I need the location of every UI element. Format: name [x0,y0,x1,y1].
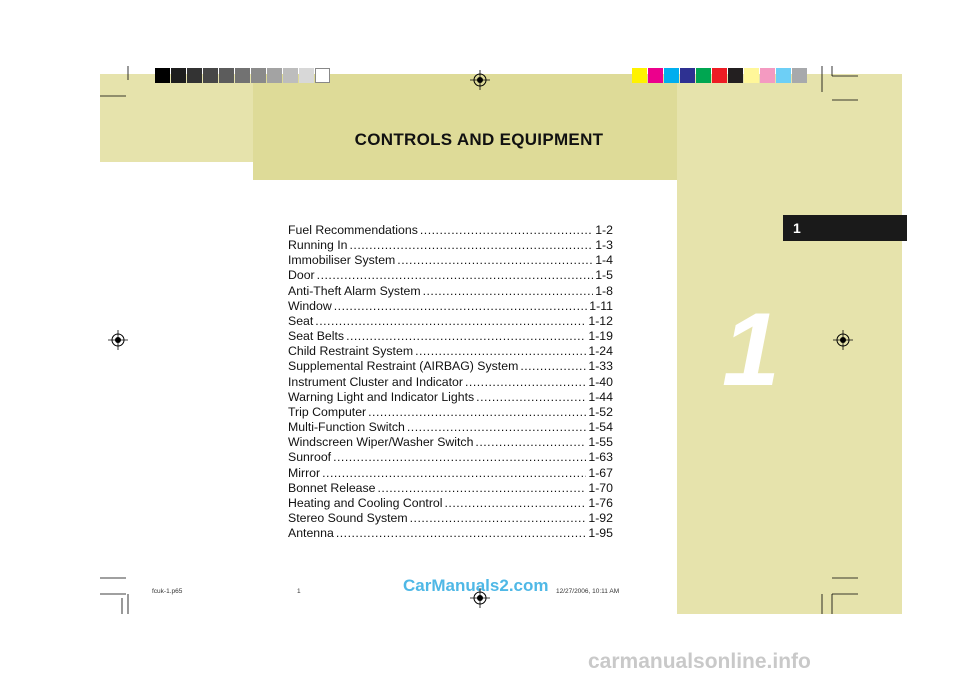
toc-entry[interactable] [288,496,613,511]
chapter-big-number: 1 [722,292,780,408]
toc-entry[interactable] [288,253,613,268]
toc-entry-title: Trip Computer [288,404,367,419]
toc-entry[interactable] [288,359,613,374]
color-swatch [728,68,743,83]
toc-entry-page: 1-76 [588,495,613,510]
toc-entry-title: Mirror [288,465,321,480]
gray-swatch [251,68,266,83]
toc-entry-title: Door [288,268,315,283]
watermark-carmanualsonline: carmanualsonline.info [588,650,811,673]
registration-target-icon [833,330,853,350]
toc-entry-page: 1-44 [588,389,613,404]
toc-entry[interactable] [288,375,613,390]
toc-entry[interactable] [288,511,613,526]
toc-entry-page: 1-95 [588,526,613,541]
toc-entry[interactable] [288,450,613,465]
toc-entry-title: Warning Light and Indicator Lights [288,389,475,404]
toc-entry-page: 1-3 [595,238,613,253]
toc-entry[interactable] [288,223,613,238]
toc-dot-leader [465,375,586,390]
footer-date: 12/27/2006, 10:11 AM [556,588,620,595]
crop-mark-top-right [820,66,860,104]
toc-dot-leader [520,359,586,374]
registration-target-icon [470,70,490,90]
gray-swatch [267,68,282,83]
toc-entry[interactable] [288,420,613,435]
toc-entry[interactable] [288,405,613,420]
toc-entry[interactable] [288,466,613,481]
toc-entry-title: Bonnet Release [288,480,376,495]
toc-dot-leader [415,344,586,359]
color-swatch [664,68,679,83]
toc-dot-leader [397,253,593,268]
color-swatch [696,68,711,83]
toc-entry-title: Instrument Cluster and Indicator [288,374,463,389]
crop-mark-top-left [100,66,136,104]
toc-dot-leader [378,481,587,496]
color-swatch [792,68,807,83]
gray-swatch [203,68,218,83]
registration-target-icon [108,330,128,350]
toc-entry-title: Multi-Function Switch [288,420,405,435]
gray-swatch [155,68,170,83]
toc-entry-page: 1-70 [588,480,613,495]
toc-entry-title: Heating and Cooling Control [288,495,443,510]
crop-mark-bottom-left [100,574,136,614]
toc-dot-leader [475,435,586,450]
toc-dot-leader [315,314,586,329]
toc-entry-title: Immobiliser System [288,253,396,268]
toc-dot-leader [336,526,587,541]
color-swatch [776,68,791,83]
toc-entry-page: 1-11 [589,298,613,313]
toc-entry-title: Sunroof [288,450,332,465]
toc-entry-title: Seat [288,313,314,328]
toc-entry[interactable] [288,390,613,405]
grayscale-color-bar [155,68,331,83]
toc-entry-page: 1-2 [595,223,613,237]
page-title: CONTROLS AND EQUIPMENT [354,130,604,149]
toc-entry-title: Anti-Theft Alarm System [288,283,421,298]
toc-dot-leader [476,390,586,405]
toc-entry[interactable] [288,329,613,344]
toc-entry[interactable] [288,238,613,253]
color-swatch [744,68,759,83]
right-color-band [677,74,902,614]
toc-entry[interactable] [288,284,613,299]
gray-swatch [283,68,298,83]
watermark-carmanuals2: CarManuals2.com [403,576,549,595]
chapter-tab [783,215,907,241]
toc-dot-leader [322,466,586,481]
toc-entry-title: Fuel Recommendations [288,223,418,237]
chapter-tab-label: 1 [793,220,801,236]
toc-entry-page: 1-5 [595,268,613,283]
color-swatch [632,68,647,83]
toc-dot-leader [334,299,588,314]
toc-dot-leader [410,511,587,526]
toc-entry[interactable] [288,268,613,283]
toc-entry[interactable] [288,435,613,450]
toc-dot-leader [445,496,587,511]
toc-dot-leader [349,238,593,253]
process-color-bar [632,68,808,83]
gray-swatch [171,68,186,83]
toc-entry[interactable] [288,344,613,359]
toc-entry-page: 1-19 [588,329,613,344]
toc-entry-title: Window [288,298,332,313]
toc-entry-page: 1-67 [588,465,613,480]
toc-entry[interactable] [288,481,613,496]
footer-page-number: 1 [297,588,301,595]
color-swatch [760,68,775,83]
gray-swatch [315,68,330,83]
toc-entry-page: 1-92 [588,510,613,525]
toc-entry-title: Stereo Sound System [288,510,408,525]
toc-entry-title: Supplemental Restraint (AIRBAG) System [288,359,519,374]
toc-entry-page: 1-33 [588,359,613,374]
gray-swatch [219,68,234,83]
toc-entry-page: 1-40 [588,374,613,389]
toc-dot-leader [420,223,593,238]
toc-entry[interactable] [288,314,613,329]
toc-dot-leader [368,405,586,420]
toc-entry-page: 1-55 [588,435,613,450]
toc-dot-leader [423,284,594,299]
toc-entry-title: Running In [288,238,348,253]
toc-entry[interactable] [288,526,613,541]
toc-entry-page: 1-4 [595,253,613,268]
gray-swatch [235,68,250,83]
toc-dot-leader [333,450,586,465]
toc-dot-leader [346,329,586,344]
toc-entry-title: Seat Belts [288,329,345,344]
table-of-contents [288,223,613,541]
toc-dot-leader [317,268,594,283]
toc-entry-page: 1-8 [595,283,613,298]
toc-entry-page: 1-54 [588,420,613,435]
toc-entry-page: 1-24 [588,344,613,359]
color-swatch [680,68,695,83]
gray-swatch [299,68,314,83]
toc-entry-page: 1-63 [588,450,613,465]
toc-entry-title: Antenna [288,526,334,541]
gray-swatch [187,68,202,83]
toc-dot-leader [407,420,587,435]
crop-mark-bottom-right [820,574,860,614]
color-swatch [712,68,727,83]
footer-file-name: fcuk-1.p65 [152,588,183,595]
toc-entry-page: 1-12 [588,313,613,328]
registration-target-icon [470,588,490,608]
toc-entry-title: Windscreen Wiper/Washer Switch [288,435,474,450]
color-swatch [648,68,663,83]
toc-entry[interactable] [288,299,613,314]
toc-entry-title: Child Restraint System [288,344,414,359]
toc-entry-page: 1-52 [588,404,613,419]
